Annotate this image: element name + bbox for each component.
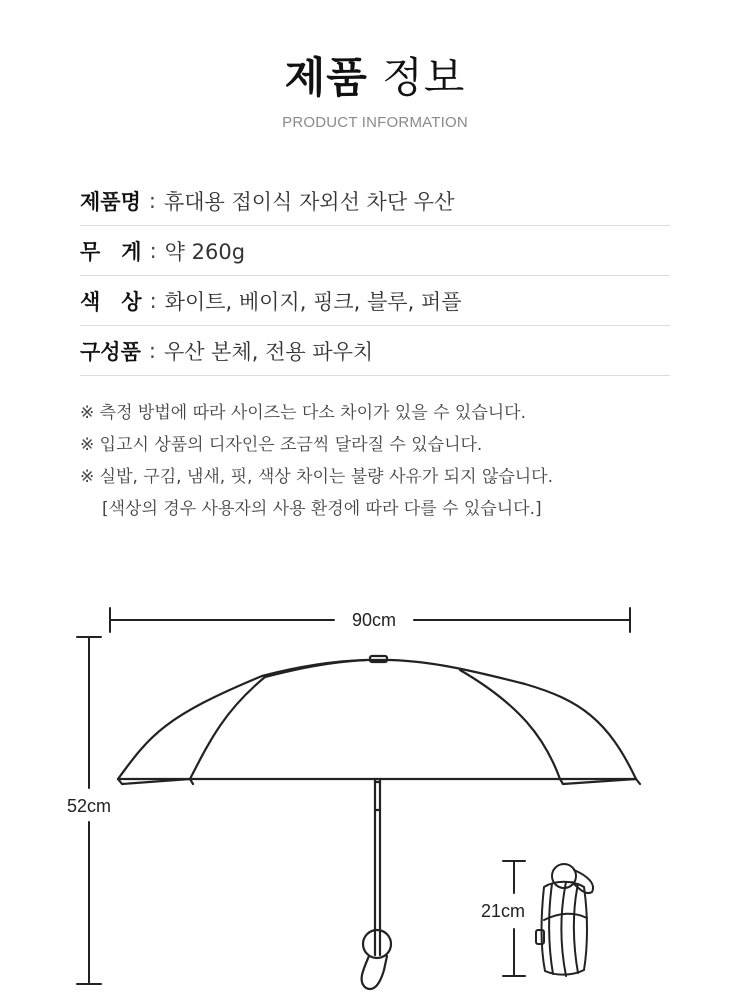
spec-separator: : [149, 238, 157, 263]
page-subtitle: PRODUCT INFORMATION [282, 114, 468, 131]
spec-separator: : [148, 338, 156, 363]
spec-label: 제품명 [80, 189, 141, 214]
spec-separator: : [149, 288, 157, 313]
folded-length-label: 21cm [480, 901, 526, 921]
header [0, 52, 750, 131]
spec-separator: : [148, 188, 156, 213]
spec-value: 화이트, 베이지, 핑크, 블루, 퍼플 [164, 289, 462, 314]
spec-row-weight [80, 226, 670, 276]
spec-row-name [80, 176, 670, 226]
title-bold: 제품 [284, 53, 368, 102]
spec-row-components [80, 326, 670, 376]
spec-value: 우산 본체, 전용 파우치 [163, 339, 374, 364]
notice-item: ※ 실밥, 구김, 냄새, 핏, 색상 차이는 불량 사유가 되지 않습니다. [80, 467, 554, 487]
spec-value: 휴대용 접이식 자외선 차단 우산 [163, 189, 455, 214]
spec-label: 색 상 [80, 289, 142, 314]
notice-list [80, 398, 700, 526]
notice-item: ※ 측정 방법에 따라 사이즈는 다소 차이가 있을 수 있습니다. [80, 403, 526, 423]
spec-table [80, 176, 670, 376]
page-title [0, 52, 750, 104]
spec-row-color [80, 276, 670, 326]
spec-label: 구성품 [80, 339, 141, 364]
notice-item: [색상의 경우 사용자의 사용 환경에 따라 다를 수 있습니다.] [102, 499, 542, 519]
title-light: 정보 [382, 53, 466, 102]
spec-label: 무 게 [80, 239, 142, 264]
notice-item: ※ 입고시 상품의 디자인은 조금씩 달라질 수 있습니다. [80, 435, 483, 455]
width-label: 90cm [351, 610, 397, 630]
spec-value: 약 260g [164, 239, 246, 264]
folded-umbrella-illustration [536, 864, 593, 976]
height-label: 52cm [66, 796, 112, 816]
umbrella-dimension-diagram [0, 580, 750, 1000]
